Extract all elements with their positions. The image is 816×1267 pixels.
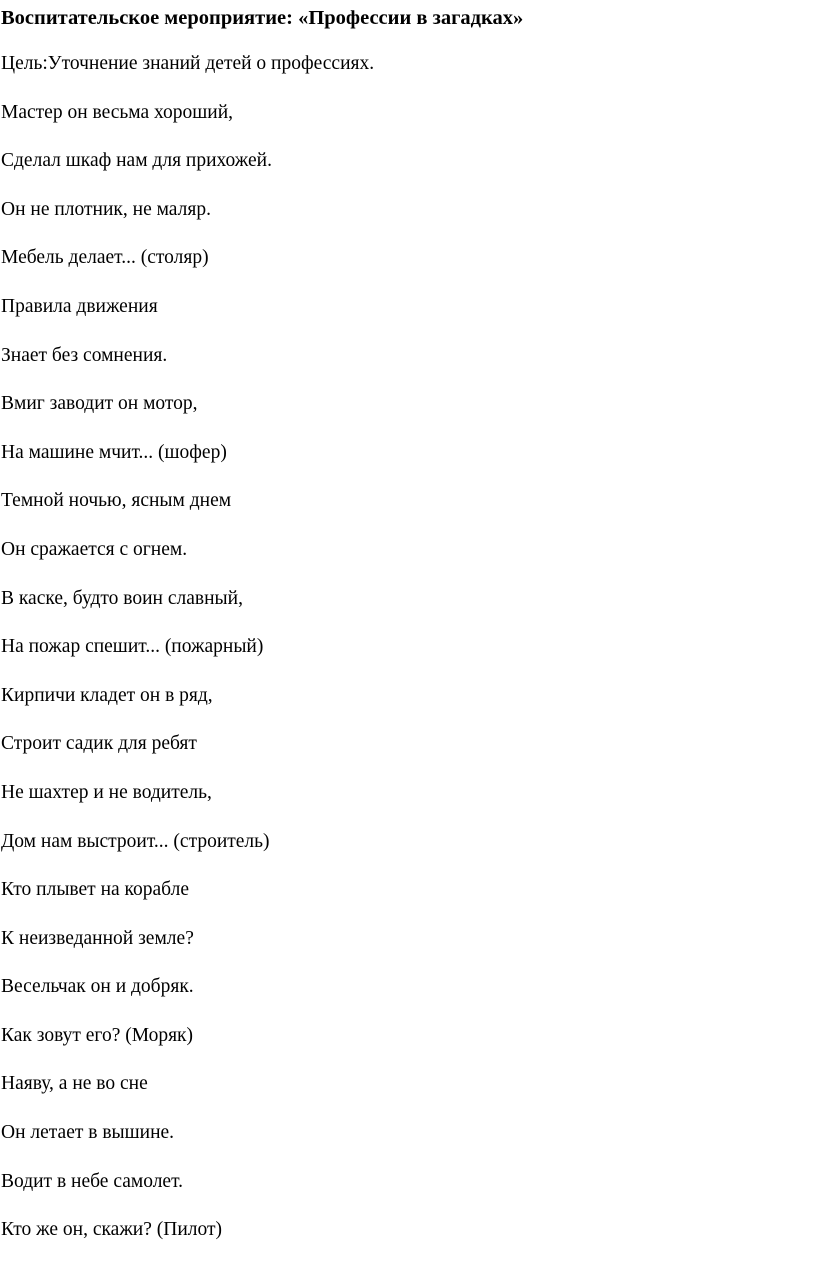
- riddle-lines: [1, 52, 374, 1267]
- riddle-line: К неизведанной земле?: [1, 927, 194, 949]
- riddle-line: Строит садик для ребят: [1, 733, 197, 755]
- riddle-line: Водит в небе самолет.: [1, 1170, 184, 1192]
- riddle-line: Он не плотник, не маляр.: [1, 198, 211, 220]
- riddle-line: Не шахтер и не водитель,: [1, 781, 212, 803]
- riddle-line: Он летает в вышине.: [1, 1122, 175, 1144]
- riddle-line: Кирпичи кладет он в ряд,: [1, 684, 213, 706]
- riddle-line: На машине мчит... (шофер): [1, 441, 227, 463]
- riddle-line: Кто плывет на корабле: [1, 879, 189, 901]
- riddle-line: Как зовут его? (Моряк): [1, 1024, 194, 1046]
- goal-line: Цель:Уточнение знаний детей о профессиях.: [1, 53, 375, 74]
- document-title: Воспитательское мероприятие: «Профессии в загадках»: [1, 7, 524, 29]
- riddle-line: Вмиг заводит он мотор,: [1, 393, 198, 415]
- riddle-line: Сделал шкаф нам для прихожей.: [1, 150, 272, 172]
- riddle-line: Он сражается с огнем.: [1, 538, 188, 560]
- riddle-line: На пожар спешит... (пожарный): [1, 636, 264, 658]
- riddle-line: Темной ночью, ясным днем: [1, 490, 232, 512]
- riddle-line: В каске, будто воин славный,: [1, 587, 243, 609]
- riddle-line: Мебель делает... (столяр): [1, 247, 209, 269]
- riddle-line: Правила движения: [1, 295, 158, 317]
- riddle-line: Знает без сомнения.: [1, 344, 168, 366]
- riddle-line: Кто же он, скажи? (Пилот): [1, 1219, 223, 1241]
- riddle-line: Весельчак он и добряк.: [1, 976, 194, 998]
- riddle-line: Дом нам выстроит... (строитель): [1, 830, 270, 852]
- riddle-line: Мастер он весьма хороший,: [1, 101, 234, 123]
- riddle-line: Наяву, а не во сне: [1, 1073, 148, 1095]
